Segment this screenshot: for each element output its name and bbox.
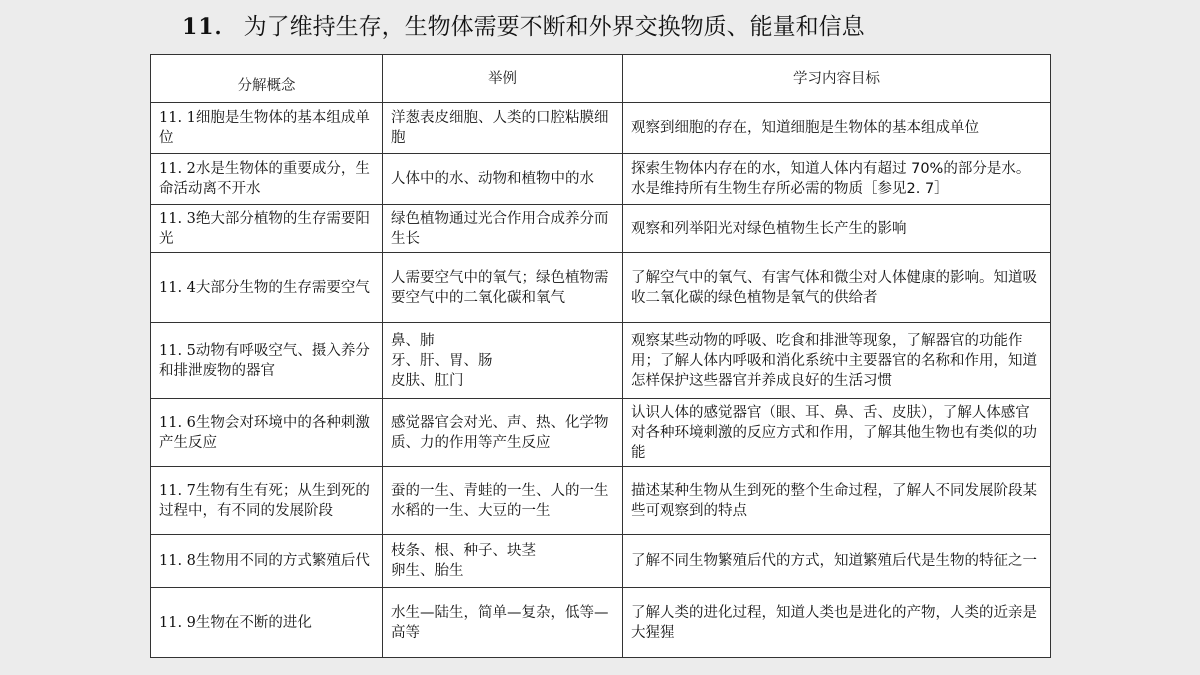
goal-cell: 观察和列举阳光对绿色植物生长产生的影响 <box>623 205 1051 253</box>
title-number: 11． <box>182 14 238 40</box>
example-cell: 洋葱表皮细胞、人类的口腔粘膜细胞 <box>383 103 623 154</box>
example-cell: 绿色植物通过光合作用合成养分而生长 <box>383 205 623 253</box>
table-row <box>151 323 1051 399</box>
goal-cell: 描述某种生物从生到死的整个生命过程，了解人不同发展阶段某些可观察到的特点 <box>623 467 1051 535</box>
header-example: 举例 <box>383 55 623 103</box>
goal-cell: 了解空气中的氧气、有害气体和微尘对人体健康的影响。知道吸收二氧化碳的绿色植物是氧气的供给者 <box>623 253 1051 323</box>
goal-cell: 了解不同生物繁殖后代的方式，知道繁殖后代是生物的特征之一 <box>623 535 1051 588</box>
concept-cell: 11. 4大部分生物的生存需要空气 <box>151 253 383 323</box>
table-row <box>151 467 1051 535</box>
example-cell: 枝条、根、种子、块茎 卵生、胎生 <box>383 535 623 588</box>
goal-cell: 观察到细胞的存在，知道细胞是生物体的基本组成单位 <box>623 103 1051 154</box>
concept-cell: 11. 3绝大部分植物的生存需要阳光 <box>151 205 383 253</box>
concept-cell: 11. 9生物在不断的进化 <box>151 588 383 658</box>
example-cell: 水生—陆生，简单—复杂，低等—高等 <box>383 588 623 658</box>
table-row <box>151 103 1051 154</box>
concept-cell: 11. 1细胞是生物体的基本组成单位 <box>151 103 383 154</box>
slide-title <box>182 8 865 44</box>
table-header-row <box>151 55 1051 103</box>
goal-cell: 了解人类的进化过程，知道人类也是进化的产物，人类的近亲是大猩猩 <box>623 588 1051 658</box>
header-goal: 学习内容目标 <box>623 55 1051 103</box>
concept-cell: 11. 5动物有呼吸空气、摄入养分和排泄废物的器官 <box>151 323 383 399</box>
table-row <box>151 154 1051 205</box>
header-concept: 分解概念 <box>151 55 383 103</box>
table-row <box>151 205 1051 253</box>
table-row <box>151 253 1051 323</box>
example-cell: 人需要空气中的氧气；绿色植物需要空气中的二氧化碳和氧气 <box>383 253 623 323</box>
example-cell: 鼻、肺 牙、肝、胃、肠 皮肤、肛门 <box>383 323 623 399</box>
table-row <box>151 535 1051 588</box>
goal-cell: 探索生物体内存在的水，知道人体内有超过 70%的部分是水。水是维持所有生物生存所必需的物质［参见2. 7］ <box>623 154 1051 205</box>
example-cell: 蚕的一生、青蛙的一生、人的一生 水稻的一生、大豆的一生 <box>383 467 623 535</box>
concept-cell: 11. 7生物有生有死；从生到死的过程中，有不同的发展阶段 <box>151 467 383 535</box>
concept-cell: 11. 8生物用不同的方式繁殖后代 <box>151 535 383 588</box>
concept-table <box>150 54 1051 658</box>
example-cell: 感觉器官会对光、声、热、化学物质、力的作用等产生反应 <box>383 399 623 467</box>
example-cell: 人体中的水、动物和植物中的水 <box>383 154 623 205</box>
concept-cell: 11. 2水是生物体的重要成分，生命活动离不开水 <box>151 154 383 205</box>
table-row <box>151 588 1051 658</box>
concept-cell: 11. 6生物会对环境中的各种刺激产生反应 <box>151 399 383 467</box>
goal-cell: 观察某些动物的呼吸、吃食和排泄等现象，了解器官的功能作用；了解人体内呼吸和消化系统中主要器官的名称和作用，知道怎样保护这些器官并养成良好的生活习惯 <box>623 323 1051 399</box>
title-text: 为了维持生存，生物体需要不断和外界交换物质、能量和信息 <box>243 14 865 40</box>
goal-cell: 认识人体的感觉器官（眼、耳、鼻、舌、皮肤），了解人体感官对各种环境刺激的反应方式和作用，了解其他生物也有类似的功能 <box>623 399 1051 467</box>
table-row <box>151 399 1051 467</box>
